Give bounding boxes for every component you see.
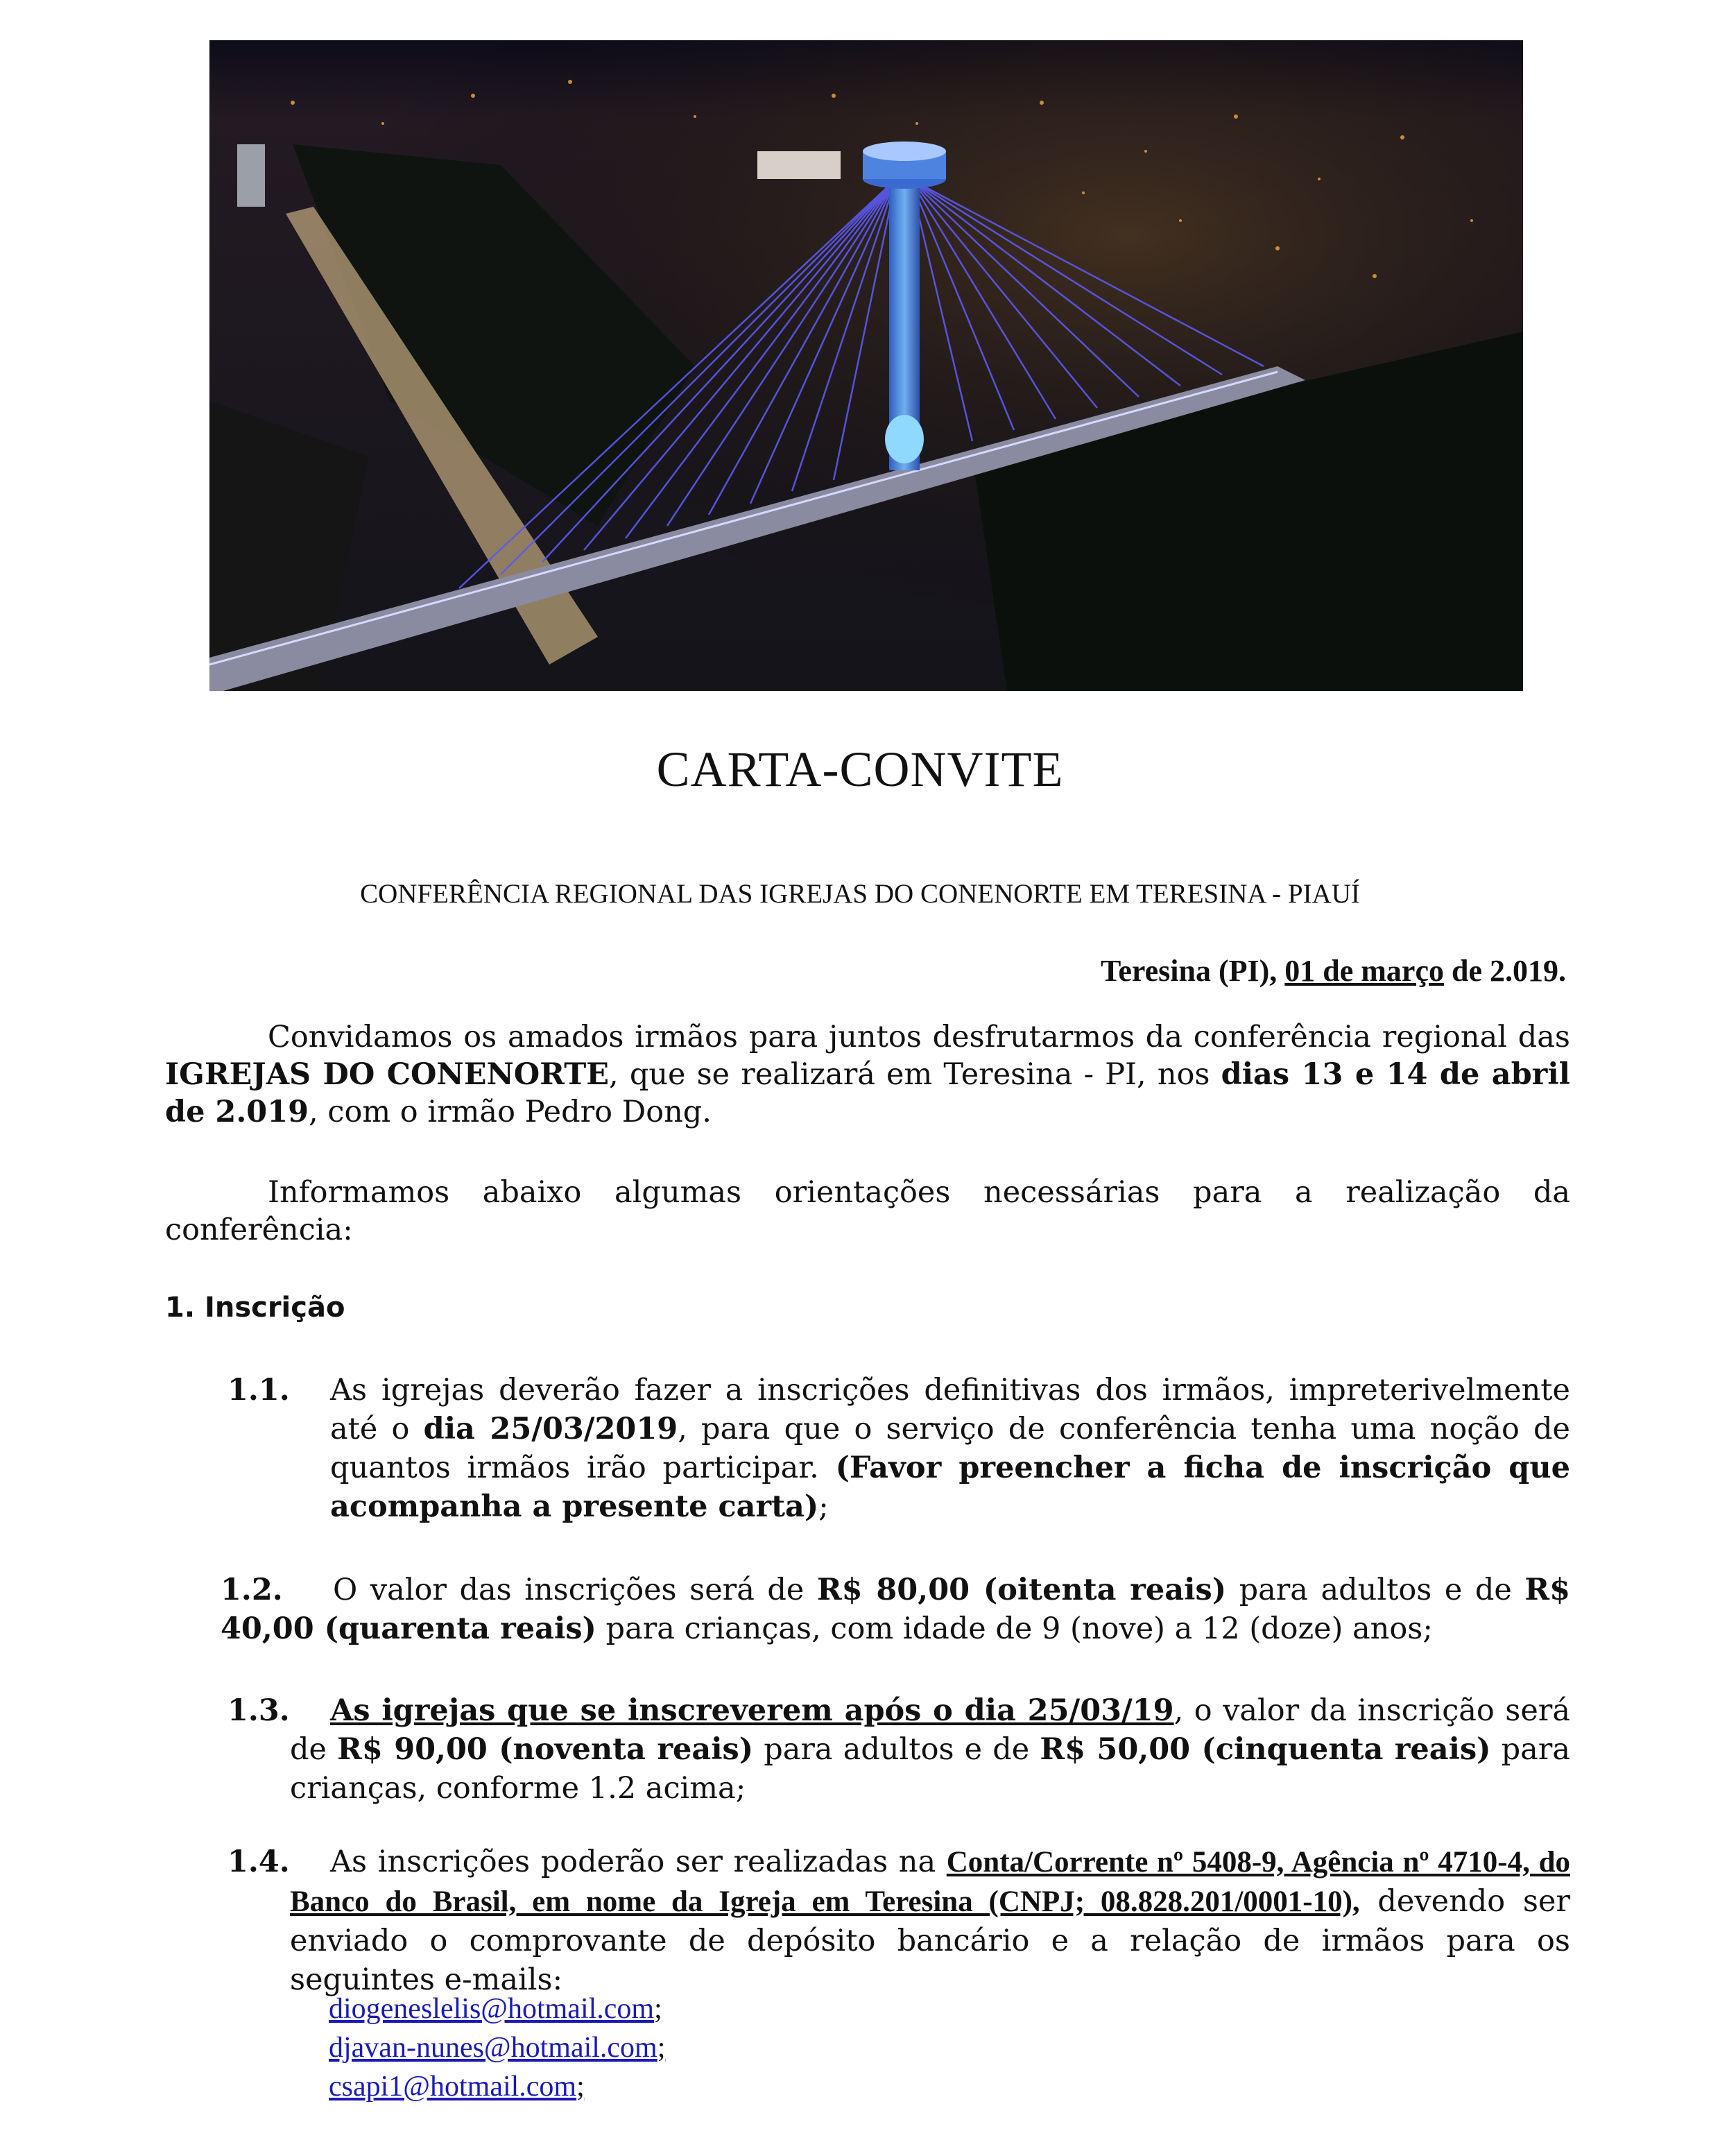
item-1-2-adult-price: R$ 80,00 (oitenta reais) [816,1573,1227,1607]
item-1-2 [221,1571,1570,1648]
item-1-3-number: 1.3. [227,1693,290,1728]
item-1-1-text-e: ; [818,1489,829,1524]
item-1-3-late-note: As igrejas que se inscreverem após o dia 25/03/19 [330,1693,1174,1728]
guidance-paragraph [165,1174,1570,1249]
email-2-sep: ; [657,2032,666,2064]
email-link-1[interactable] [329,1990,665,2028]
para2-text: Informamos abaixo algumas orientações necessárias para a realização da conferência: [165,1175,1570,1247]
bridge-night-illustration [209,40,1523,691]
section-heading-inscricao: 1. Inscrição [165,1292,345,1324]
email-link-3[interactable] [329,2067,665,2106]
item-1-2-text-e: para crianças, com idade de 9 (nove) a 12 (doze) anos; [596,1611,1433,1646]
item-1-4-number: 1.4. [227,1845,290,1879]
email-2: djavan-nunes@hotmail.com [329,2032,657,2064]
item-1-1-text-a: As igrejas deverão fazer a inscrições definitivas dos irmãos, impreterivelmente até o [330,1373,1570,1446]
item-1-1 [227,1371,1570,1526]
item-1-1-note: (Favor preencher a ficha de inscrição que acompanha a presente carta) [330,1451,1570,1524]
item-1-2-text [221,1571,1570,1648]
para1-text-a: Convidamos os amados irmãos para juntos desfrutarmos da conferência regional das [268,1020,1570,1054]
email-1-sep: ; [654,1993,662,2025]
item-1-4-text-a: As inscrições poderão ser realizadas na [330,1845,947,1879]
document-subtitle: CONFERÊNCIA REGIONAL DAS IGREJAS DO CONENORTE EM TERESINA - PIAUÍ [360,879,1360,909]
item-1-4 [227,1842,1570,1999]
item-1-1-number: 1.1. [227,1373,290,1408]
item-1-2-text-c: para adultos e de [1226,1573,1525,1607]
item-1-2-child-price: R$ 40,00 (quarenta reais) [221,1573,1570,1646]
item-1-3-text-d: para adultos e de [753,1732,1040,1767]
item-1-3-adult-price: R$ 90,00 (noventa reais) [337,1732,754,1767]
item-1-2-text-a: O valor das inscrições será de [333,1573,817,1607]
item-1-3-text [227,1691,1570,1808]
item-1-4-text-c: devendo ser enviado o comprovante de depósito bancário e a relação de irmãos para os seguintes e-mails: [290,1884,1570,1997]
item-1-3-child-price: R$ 50,00 (cinquenta reais) [1040,1732,1491,1767]
email-3: csapi1@hotmail.com [329,2071,577,2103]
dateline [1101,953,1566,989]
header-photo-bridge [209,40,1523,691]
item-1-4-bank-account: Conta/Corrente nº 5408-9, Agência nº 4710-4, do Banco do Brasil, em nome da Igreja em Teresina (CNPJ; 08.828.201/0001-10), [290,1846,1570,1918]
dateline-prefix: Teresina (PI), [1101,954,1285,988]
email-list [329,1990,665,2106]
item-1-3-text-b: , o valor da inscrição será de [290,1693,1570,1767]
para1-text-c: , que se realizará em Teresina - PI, nos [609,1057,1221,1092]
item-1-1-text-c: , para que o serviço de conferência tenha uma noção de quantos irmãos irão participar. [330,1412,1570,1485]
item-1-2-number: 1.2. [221,1573,283,1607]
email-1: diogeneslelis@hotmail.com [329,1993,655,2025]
document-title: CARTA-CONVITE [656,742,1064,797]
intro-paragraph [165,1018,1570,1131]
item-1-1-text [330,1371,1570,1526]
dateline-date: 01 de março [1284,954,1444,988]
para1-bold-dates: dias 13 e 14 de abril de 2.019 [165,1057,1571,1129]
email-link-2[interactable] [329,2028,665,2067]
dateline-suffix: de 2.019. [1444,954,1566,988]
item-1-3-text-f: para crianças, conforme 1.2 acima; [290,1732,1570,1806]
email-3-sep: ; [576,2071,585,2103]
item-1-1-deadline: dia 25/03/2019 [423,1412,678,1446]
para1-bold-churches: IGREJAS DO CONENORTE [165,1057,610,1092]
item-1-3 [227,1691,1570,1808]
item-1-4-text [227,1842,1570,1999]
para1-text-e: , com o irmão Pedro Dong. [309,1095,712,1129]
